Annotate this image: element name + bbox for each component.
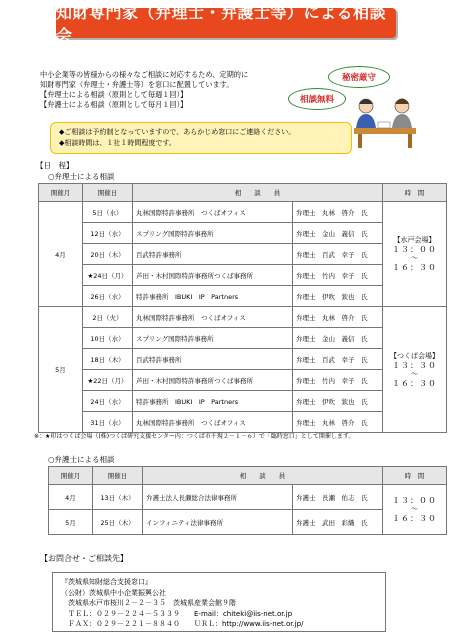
day-cell: 10日（水） [83, 328, 133, 349]
month-cell: 5月 [39, 307, 83, 433]
patent-section-title: ○弁理士による相談 [48, 172, 115, 181]
col-consultant: 相 談 員 [143, 467, 383, 485]
intro-line: 【弁理士による相談（原則として毎週１回）】 [40, 90, 188, 99]
schedule-heading: 【日 程】 [36, 161, 74, 170]
day-cell: 31日（水） [83, 412, 133, 433]
person-cell: 弁理士 竹内 幸子 氏 [293, 265, 383, 286]
day-cell: 2日（火） [83, 307, 133, 328]
day-cell: 20日（木） [83, 244, 133, 265]
time-end: １６：３０ [392, 378, 437, 388]
month-cell: 4月 [49, 485, 93, 510]
time-start: １３：００ [392, 245, 437, 254]
confidential-label: 秘密厳守 [341, 73, 376, 83]
day-cell: 12日（水） [83, 223, 133, 244]
office-cell: 芦田・木村国際特許事務所つくば事務所 [133, 265, 293, 286]
month-cell: 4月 [39, 202, 83, 307]
intro-line: 【弁護士による相談（原則として毎月１回）】 [40, 100, 188, 109]
person-cell: 弁理士 金山 義信 氏 [293, 223, 383, 244]
lawyer-section-title: ○弁護士による相談 [48, 455, 115, 464]
day-cell: ★24日（月） [83, 265, 133, 286]
office-cell: 丸林国際特許事務所 つくばオフィス [133, 202, 293, 223]
table-row [49, 485, 447, 510]
notice-box [50, 122, 352, 154]
time-cell-tsukuba [383, 307, 447, 433]
time-sep: ～ [411, 505, 418, 513]
table-row [39, 307, 447, 328]
office-cell: 百武特許事務所 [133, 349, 293, 370]
col-month: 開催月 [49, 467, 93, 485]
patent-schedule-table [38, 183, 447, 433]
col-time: 時 間 [383, 467, 447, 485]
day-cell: 24日（水） [83, 391, 133, 412]
patent-note: ※：★印はつくば会場（(株)つくば研究支援センター内：つくば市千現２－１－６）で「臨時窓口」として開催します。 [34, 433, 355, 440]
person-cell: 弁護士 長瀬 佑志 氏 [293, 485, 383, 510]
lawyer-schedule-table [48, 466, 447, 535]
time-cell-mito [383, 202, 447, 307]
table-header-row [49, 467, 447, 485]
col-time: 時 間 [383, 184, 447, 202]
month-cell: 5月 [49, 510, 93, 535]
intro-text [40, 70, 248, 110]
time-start: １３：００ [392, 496, 437, 505]
person-cell: 弁理士 丸林 啓介 氏 [293, 202, 383, 223]
contact-address: 茨城県水戸市桜川２－２－３５ 茨城県産業会館９階 [61, 599, 236, 607]
person-cell: 弁理士 百武 幸子 氏 [293, 349, 383, 370]
time-cell-lawyer [383, 485, 447, 535]
day-cell: 13日（木） [93, 485, 143, 510]
office-cell: 百武特許事務所 [133, 244, 293, 265]
day-cell: 5日（水） [83, 202, 133, 223]
col-day: 開催日 [93, 467, 143, 485]
time-end: １６：３０ [392, 263, 437, 272]
col-consultant: 相 談 員 [133, 184, 383, 202]
day-cell: 25日（木） [93, 510, 143, 535]
col-day: 開催日 [83, 184, 133, 202]
venue-label: 【つくば会場】 [390, 351, 439, 360]
person-cell: 弁理士 金山 義信 氏 [293, 328, 383, 349]
office-cell: インフィニティ法律事務所 [143, 510, 293, 535]
notice-reservation: ◆ご相談は予約制となっていますので、あらかじめ窓口にご連絡ください。 [59, 128, 296, 136]
time-sep: ～ [411, 254, 418, 262]
office-cell: 特許事務所 IBUKI IP Partners [133, 391, 293, 412]
consultation-illustration-icon [350, 88, 420, 150]
contact-foundation: （公財）茨城県中小企業振興公社 [61, 588, 166, 597]
contact-box [52, 572, 386, 632]
table-row [39, 202, 447, 223]
time-start: １３：３０ [392, 360, 437, 370]
office-cell: 特許事務所 IBUKI IP Partners [133, 286, 293, 307]
contact-fax-url: ＦＡＸ：０２９－２２１－８８４０ ＵＲＬ：http://www.iis-net.or.jp/ [61, 620, 304, 628]
person-cell: 弁理士 丸林 啓介 氏 [293, 412, 383, 433]
office-cell: スプリング国際特許事務所 [133, 328, 293, 349]
page-title: 知財専門家（弁理士・弁護士等）による相談会 [56, 3, 387, 45]
office-cell: スプリング国際特許事務所 [133, 223, 293, 244]
person-cell: 弁理士 伊吹 欽也 氏 [293, 286, 383, 307]
office-cell: 丸林国際特許事務所 つくばオフィス [133, 412, 293, 433]
title-banner [56, 3, 396, 45]
table-header-row [39, 184, 447, 202]
free-badge [288, 88, 346, 110]
time-sep: ～ [411, 369, 418, 378]
day-cell: ★22日（月） [83, 370, 133, 391]
office-cell: 丸林国際特許事務所 つくばオフィス [133, 307, 293, 328]
contact-tel-email: ＴＥＬ：０２９－２２４－５３３９ E-mail：chiteki@iis-net.or.jp [61, 609, 293, 618]
contact-heading: 【お問合せ・ご相談先】 [40, 554, 128, 563]
person-cell: 弁護士 武田 彩織 氏 [293, 510, 383, 535]
free-label: 相談無料 [299, 95, 334, 105]
intro-line: 中小企業等の皆様からの様々なご相談に対応するため、定期的に [40, 70, 249, 79]
day-cell: 26日（水） [83, 286, 133, 307]
person-cell: 弁理士 丸林 啓介 氏 [293, 307, 383, 328]
col-month: 開催月 [39, 184, 83, 202]
intro-line: 知財専門家（弁理士・弁護士等）を窓口に配置しています。 [40, 80, 234, 89]
venue-label: 【水戸会場】 [393, 236, 436, 244]
contact-org: 『茨城県知財総合支援窓口』 [61, 578, 152, 586]
notice-duration: ◆相談時間は、１社１時間程度です。 [59, 139, 176, 147]
person-cell: 弁理士 伊吹 欽也 氏 [293, 391, 383, 412]
office-cell: 芦田・木村国際特許事務所つくば事務所 [133, 370, 293, 391]
time-end: １６：３０ [392, 514, 437, 523]
person-cell: 弁理士 百武 幸子 氏 [293, 244, 383, 265]
person-cell: 弁理士 竹内 幸子 氏 [293, 370, 383, 391]
confidential-badge [328, 66, 390, 88]
day-cell: 18日（木） [83, 349, 133, 370]
office-cell: 弁護士法人長瀬総合法律事務所 [143, 485, 293, 510]
